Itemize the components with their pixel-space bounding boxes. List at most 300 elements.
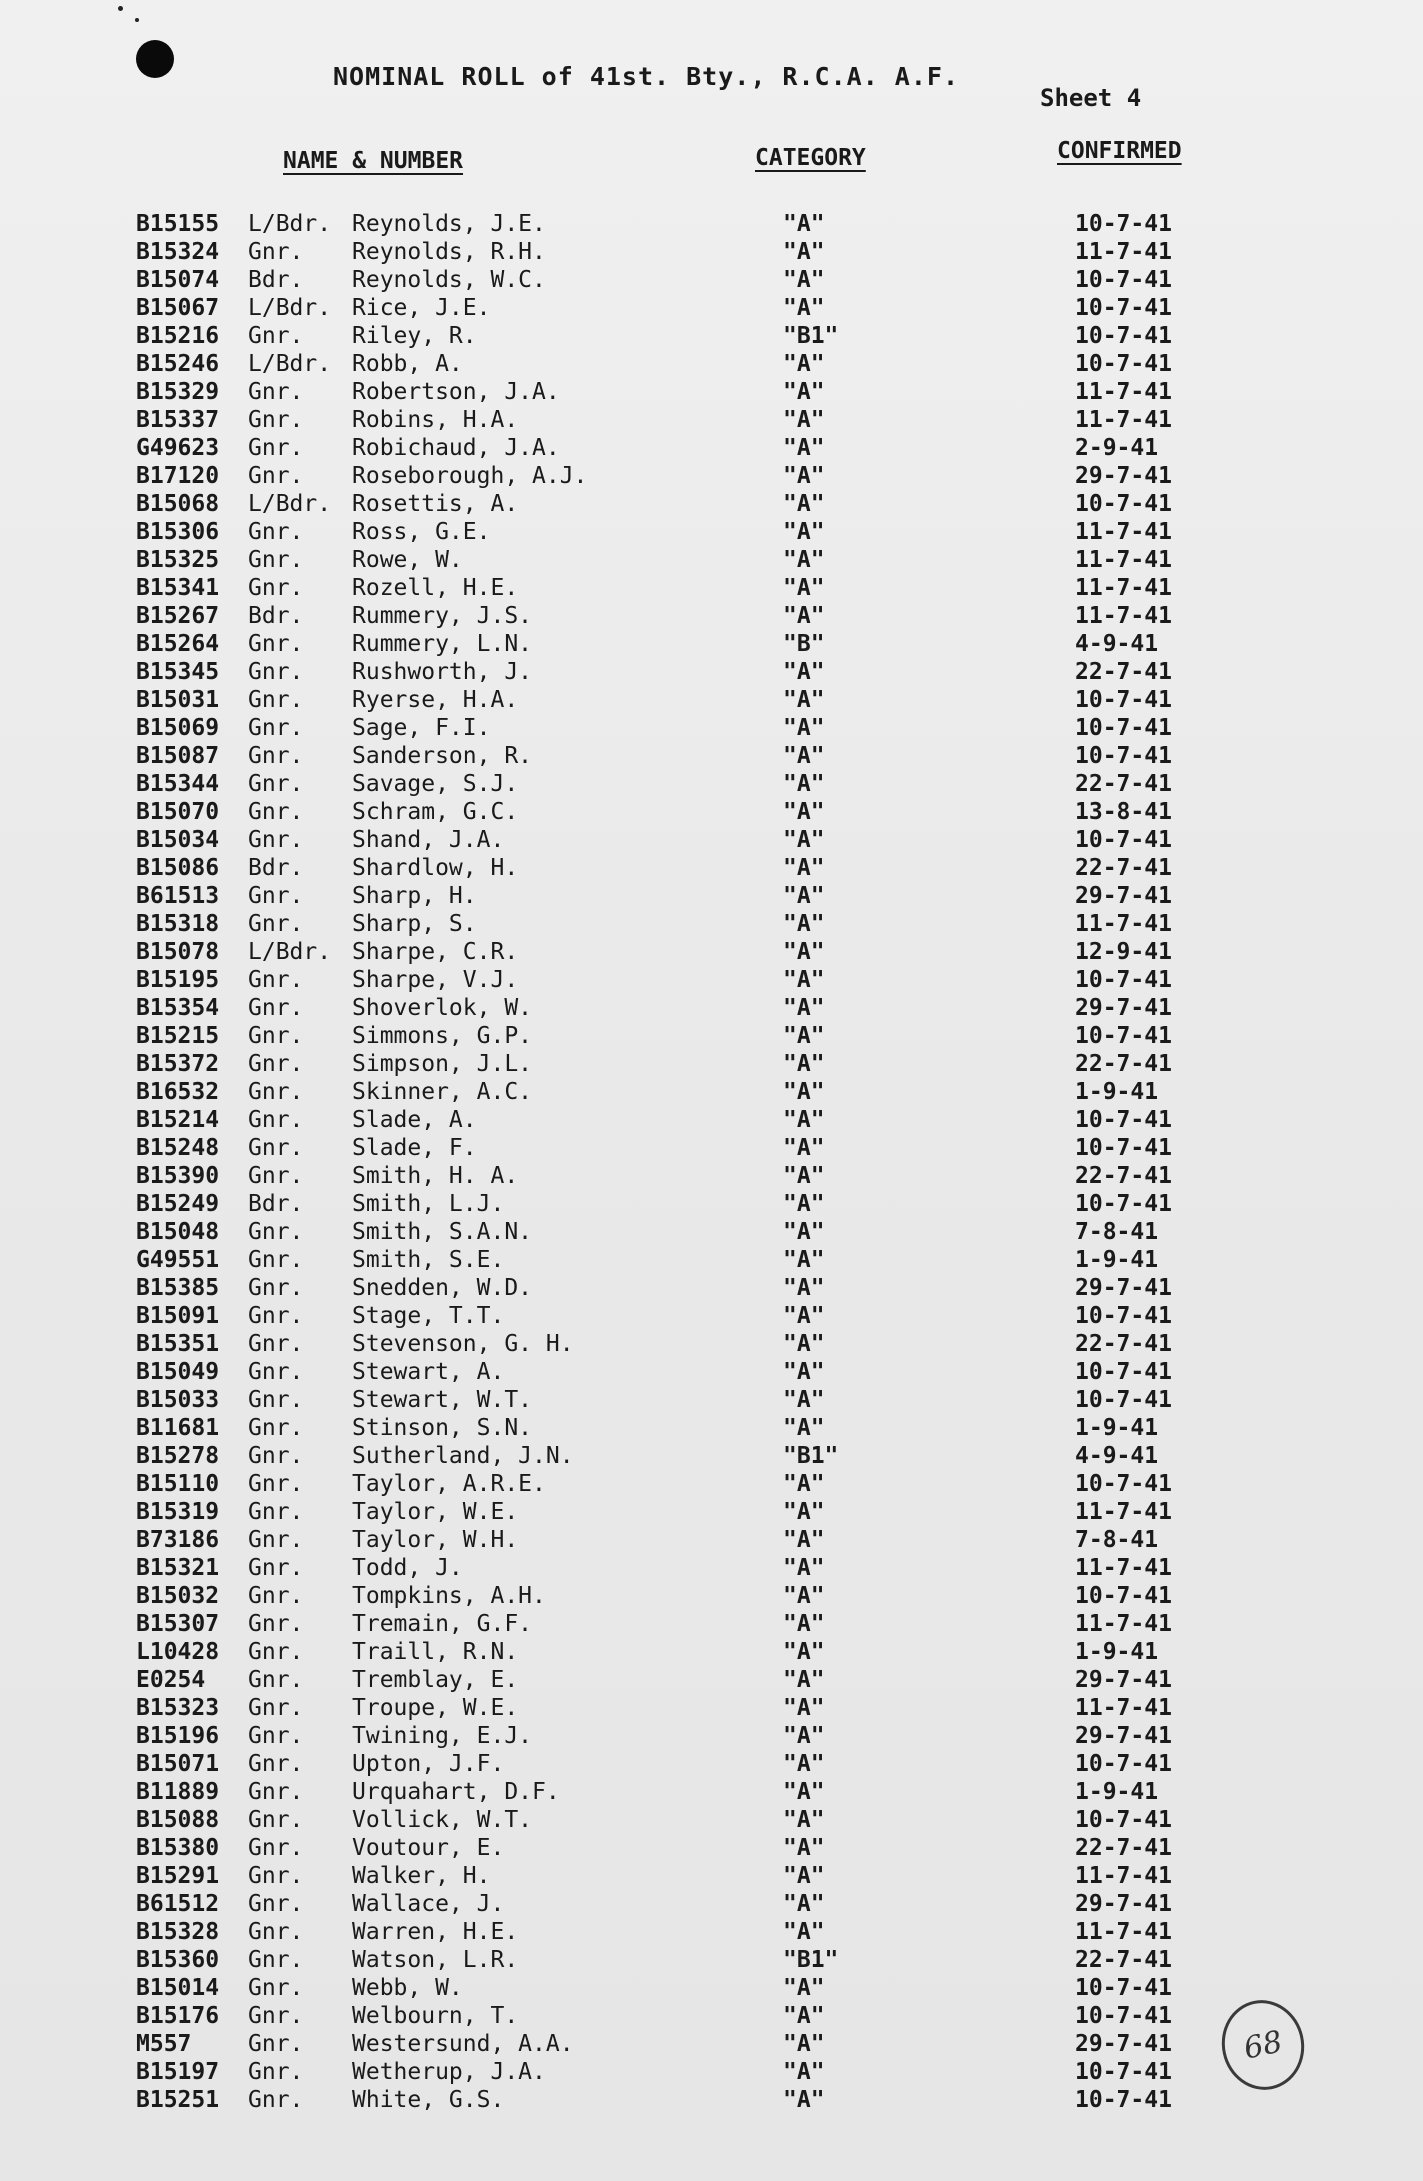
- soldier-name: Rummery, J.S.: [352, 603, 533, 629]
- category: "A": [783, 1555, 825, 1581]
- table-row: [0, 742, 1423, 770]
- service-number: L10428: [136, 1639, 220, 1665]
- confirmed-date: 22-7-41: [1075, 1947, 1172, 1973]
- confirmed-date: 11-7-41: [1075, 1611, 1172, 1637]
- table-row: [0, 658, 1423, 686]
- soldier-name: Upton, J.F.: [352, 1751, 505, 1777]
- service-number: B11681: [136, 1415, 220, 1441]
- rank: Gnr.: [248, 1611, 304, 1637]
- category: "A": [783, 1163, 825, 1189]
- category: "A": [783, 2087, 825, 2113]
- soldier-name: Traill, R.N.: [352, 1639, 519, 1665]
- rank: Gnr.: [248, 743, 304, 769]
- confirmed-date: 29-7-41: [1075, 1891, 1172, 1917]
- service-number: B15074: [136, 267, 220, 293]
- soldier-name: Simmons, G.P.: [352, 1023, 533, 1049]
- category: "A": [783, 351, 825, 377]
- rank: L/Bdr.: [248, 295, 332, 321]
- confirmed-date: 22-7-41: [1075, 1051, 1172, 1077]
- table-row: [0, 434, 1423, 462]
- soldier-name: Welbourn, T.: [352, 2003, 519, 2029]
- table-row: [0, 1302, 1423, 1330]
- soldier-name: Shardlow, H.: [352, 855, 519, 881]
- confirmed-date: 29-7-41: [1075, 1275, 1172, 1301]
- soldier-name: Rowe, W.: [352, 547, 463, 573]
- confirmed-date: 1-9-41: [1075, 1415, 1159, 1441]
- document-title: NOMINAL ROLL of 41st. Bty., R.C.A. A.F.: [333, 62, 959, 91]
- category: "A": [783, 407, 825, 433]
- soldier-name: Simpson, J.L.: [352, 1051, 533, 1077]
- confirmed-date: 10-7-41: [1075, 687, 1172, 713]
- category: "A": [783, 1387, 825, 1413]
- soldier-name: Slade, F.: [352, 1135, 477, 1161]
- service-number: B15306: [136, 519, 220, 545]
- category: "A": [783, 1919, 825, 1945]
- table-row: [0, 546, 1423, 574]
- soldier-name: Snedden, W.D.: [352, 1275, 533, 1301]
- table-row: [0, 1442, 1423, 1470]
- category: "A": [783, 995, 825, 1021]
- table-row: [0, 1022, 1423, 1050]
- soldier-name: Stage, T.T.: [352, 1303, 505, 1329]
- service-number: B61512: [136, 1891, 220, 1917]
- soldier-name: Todd, J.: [352, 1555, 463, 1581]
- service-number: B15319: [136, 1499, 220, 1525]
- soldier-name: Sanderson, R.: [352, 743, 533, 769]
- rank: Gnr.: [248, 1555, 304, 1581]
- service-number: B15324: [136, 239, 220, 265]
- confirmed-date: 10-7-41: [1075, 2059, 1172, 2085]
- rank: Gnr.: [248, 1135, 304, 1161]
- category: "A": [783, 1275, 825, 1301]
- rank: L/Bdr.: [248, 211, 332, 237]
- table-row: [0, 1554, 1423, 1582]
- confirmed-date: 1-9-41: [1075, 1779, 1159, 1805]
- category: "A": [783, 1023, 825, 1049]
- confirmed-date: 10-7-41: [1075, 1191, 1172, 1217]
- service-number: B61513: [136, 883, 220, 909]
- rank: Gnr.: [248, 827, 304, 853]
- table-row: [0, 1862, 1423, 1890]
- service-number: B15031: [136, 687, 220, 713]
- soldier-name: Sharpe, V.J.: [352, 967, 519, 993]
- soldier-name: Stewart, A.: [352, 1359, 505, 1385]
- confirmed-date: 11-7-41: [1075, 1499, 1172, 1525]
- soldier-name: Taylor, W.H.: [352, 1527, 519, 1553]
- confirmed-date: 10-7-41: [1075, 1387, 1172, 1413]
- soldier-name: Urquahart, D.F.: [352, 1779, 560, 1805]
- service-number: B15196: [136, 1723, 220, 1749]
- service-number: B15087: [136, 743, 220, 769]
- confirmed-date: 1-9-41: [1075, 1247, 1159, 1273]
- soldier-name: Shoverlok, W.: [352, 995, 533, 1021]
- confirmed-date: 10-7-41: [1075, 211, 1172, 237]
- category: "A": [783, 883, 825, 909]
- service-number: B73186: [136, 1527, 220, 1553]
- rank: Gnr.: [248, 1331, 304, 1357]
- confirmed-date: 10-7-41: [1075, 1303, 1172, 1329]
- table-row: [0, 378, 1423, 406]
- rank: Gnr.: [248, 1387, 304, 1413]
- soldier-name: Rummery, L.N.: [352, 631, 533, 657]
- rank: Gnr.: [248, 799, 304, 825]
- category: "A": [783, 2003, 825, 2029]
- service-number: B15069: [136, 715, 220, 741]
- service-number: B15248: [136, 1135, 220, 1161]
- category: "A": [783, 1863, 825, 1889]
- confirmed-date: 10-7-41: [1075, 1975, 1172, 2001]
- rank: Gnr.: [248, 2059, 304, 2085]
- table-row: [0, 210, 1423, 238]
- service-number: B15380: [136, 1835, 220, 1861]
- confirmed-date: 7-8-41: [1075, 1219, 1159, 1245]
- service-number: B15195: [136, 967, 220, 993]
- rank: Bdr.: [248, 603, 304, 629]
- category: "B": [783, 631, 825, 657]
- category: "A": [783, 491, 825, 517]
- table-row: [0, 1890, 1423, 1918]
- table-row: [0, 350, 1423, 378]
- service-number: B15325: [136, 547, 220, 573]
- category: "A": [783, 771, 825, 797]
- table-row: [0, 462, 1423, 490]
- service-number: B15088: [136, 1807, 220, 1833]
- category: "A": [783, 855, 825, 881]
- category: "A": [783, 603, 825, 629]
- table-row: [0, 1750, 1423, 1778]
- rank: Gnr.: [248, 1891, 304, 1917]
- roll-list: [0, 210, 1423, 2113]
- soldier-name: White, G.S.: [352, 2087, 505, 2113]
- confirmed-date: 11-7-41: [1075, 519, 1172, 545]
- rank: Gnr.: [248, 547, 304, 573]
- soldier-name: Tompkins, A.H.: [352, 1583, 546, 1609]
- service-number: B15091: [136, 1303, 220, 1329]
- category: "A": [783, 743, 825, 769]
- category: "A": [783, 1499, 825, 1525]
- soldier-name: Voutour, E.: [352, 1835, 505, 1861]
- category: "A": [783, 1723, 825, 1749]
- soldier-name: Sharp, S.: [352, 911, 477, 937]
- soldier-name: Tremain, G.F.: [352, 1611, 533, 1637]
- table-row: [0, 1386, 1423, 1414]
- service-number: B15071: [136, 1751, 220, 1777]
- service-number: B15291: [136, 1863, 220, 1889]
- confirmed-date: 10-7-41: [1075, 1471, 1172, 1497]
- service-number: B15341: [136, 575, 220, 601]
- table-row: [0, 630, 1423, 658]
- category: "A": [783, 715, 825, 741]
- category: "A": [783, 799, 825, 825]
- ink-speck: [135, 18, 139, 22]
- category: "A": [783, 239, 825, 265]
- rank: Gnr.: [248, 1359, 304, 1385]
- service-number: B15197: [136, 2059, 220, 2085]
- service-number: B11889: [136, 1779, 220, 1805]
- table-row: [0, 322, 1423, 350]
- rank: Gnr.: [248, 2003, 304, 2029]
- category: "A": [783, 211, 825, 237]
- rank: Gnr.: [248, 1499, 304, 1525]
- table-row: [0, 238, 1423, 266]
- rank: Gnr.: [248, 1723, 304, 1749]
- rank: Gnr.: [248, 463, 304, 489]
- rank: L/Bdr.: [248, 939, 332, 965]
- rank: Gnr.: [248, 1947, 304, 1973]
- table-row: [0, 490, 1423, 518]
- rank: Gnr.: [248, 771, 304, 797]
- confirmed-date: 11-7-41: [1075, 379, 1172, 405]
- rank: Gnr.: [248, 2087, 304, 2113]
- service-number: B15251: [136, 2087, 220, 2113]
- service-number: B15070: [136, 799, 220, 825]
- soldier-name: Westersund, A.A.: [352, 2031, 574, 2057]
- service-number: B15155: [136, 211, 220, 237]
- table-row: [0, 798, 1423, 826]
- confirmed-date: 10-7-41: [1075, 1583, 1172, 1609]
- confirmed-date: 11-7-41: [1075, 1555, 1172, 1581]
- confirmed-date: 22-7-41: [1075, 1331, 1172, 1357]
- category: "A": [783, 1303, 825, 1329]
- service-number: E0254: [136, 1667, 206, 1693]
- table-row: [0, 1610, 1423, 1638]
- table-row: [0, 1722, 1423, 1750]
- table-row: [0, 2086, 1423, 2114]
- category: "A": [783, 1527, 825, 1553]
- soldier-name: Sutherland, J.N.: [352, 1443, 574, 1469]
- soldier-name: Reynolds, R.H.: [352, 239, 546, 265]
- service-number: B15321: [136, 1555, 220, 1581]
- category: "B1": [783, 323, 839, 349]
- category: "A": [783, 1639, 825, 1665]
- confirmed-date: 11-7-41: [1075, 575, 1172, 601]
- service-number: B15110: [136, 1471, 220, 1497]
- service-number: B15034: [136, 827, 220, 853]
- confirmed-date: 10-7-41: [1075, 267, 1172, 293]
- soldier-name: Ryerse, H.A.: [352, 687, 519, 713]
- confirmed-date: 29-7-41: [1075, 1723, 1172, 1749]
- confirmed-date: 11-7-41: [1075, 1863, 1172, 1889]
- confirmed-date: 29-7-41: [1075, 1667, 1172, 1693]
- table-row: [0, 966, 1423, 994]
- soldier-name: Roseborough, A.J.: [352, 463, 588, 489]
- table-row: [0, 882, 1423, 910]
- table-row: [0, 1414, 1423, 1442]
- table-row: [0, 770, 1423, 798]
- confirmed-date: 11-7-41: [1075, 547, 1172, 573]
- service-number: B15385: [136, 1275, 220, 1301]
- confirmed-date: 22-7-41: [1075, 855, 1172, 881]
- category: "B1": [783, 1947, 839, 1973]
- service-number: B15354: [136, 995, 220, 1021]
- table-row: [0, 1330, 1423, 1358]
- rank: Bdr.: [248, 1191, 304, 1217]
- soldier-name: Robb, A.: [352, 351, 463, 377]
- rank: Gnr.: [248, 239, 304, 265]
- table-row: [0, 1666, 1423, 1694]
- service-number: B17120: [136, 463, 220, 489]
- category: "A": [783, 1079, 825, 1105]
- table-row: [0, 518, 1423, 546]
- category: "A": [783, 1191, 825, 1217]
- confirmed-date: 10-7-41: [1075, 351, 1172, 377]
- service-number: B15176: [136, 2003, 220, 2029]
- rank: Gnr.: [248, 323, 304, 349]
- category: "A": [783, 1807, 825, 1833]
- category: "A": [783, 1611, 825, 1637]
- service-number: B15267: [136, 603, 220, 629]
- rank: L/Bdr.: [248, 491, 332, 517]
- category: "A": [783, 2031, 825, 2057]
- service-number: B15249: [136, 1191, 220, 1217]
- confirmed-date: 1-9-41: [1075, 1079, 1159, 1105]
- table-row: [0, 1470, 1423, 1498]
- confirmed-date: 10-7-41: [1075, 743, 1172, 769]
- soldier-name: Taylor, W.E.: [352, 1499, 519, 1525]
- rank: Gnr.: [248, 575, 304, 601]
- category: "A": [783, 1415, 825, 1441]
- service-number: B15360: [136, 1947, 220, 1973]
- table-row: [0, 1526, 1423, 1554]
- table-row: [0, 826, 1423, 854]
- rank: Gnr.: [248, 1275, 304, 1301]
- rank: Gnr.: [248, 1163, 304, 1189]
- confirmed-date: 10-7-41: [1075, 491, 1172, 517]
- service-number: B16532: [136, 1079, 220, 1105]
- rank: Gnr.: [248, 967, 304, 993]
- table-row: [0, 1918, 1423, 1946]
- soldier-name: Taylor, A.R.E.: [352, 1471, 546, 1497]
- confirmed-date: 29-7-41: [1075, 995, 1172, 1021]
- category: "A": [783, 827, 825, 853]
- soldier-name: Rosettis, A.: [352, 491, 519, 517]
- rank: Gnr.: [248, 631, 304, 657]
- confirmed-date: 10-7-41: [1075, 2003, 1172, 2029]
- table-row: [0, 854, 1423, 882]
- rank: Gnr.: [248, 1219, 304, 1245]
- table-row: [0, 1946, 1423, 1974]
- soldier-name: Robins, H.A.: [352, 407, 519, 433]
- soldier-name: Vollick, W.T.: [352, 1807, 533, 1833]
- table-row: [0, 1162, 1423, 1190]
- soldier-name: Smith, H. A.: [352, 1163, 519, 1189]
- rank: Gnr.: [248, 1835, 304, 1861]
- service-number: B15048: [136, 1219, 220, 1245]
- category: "A": [783, 1667, 825, 1693]
- category: "A": [783, 687, 825, 713]
- rank: Gnr.: [248, 1863, 304, 1889]
- confirmed-date: 11-7-41: [1075, 603, 1172, 629]
- table-row: [0, 1218, 1423, 1246]
- rank: Bdr.: [248, 267, 304, 293]
- category: "A": [783, 1751, 825, 1777]
- category: "A": [783, 1359, 825, 1385]
- category: "A": [783, 967, 825, 993]
- category: "A": [783, 295, 825, 321]
- column-header-name-number: NAME & NUMBER: [283, 148, 464, 174]
- soldier-name: Sharpe, C.R.: [352, 939, 519, 965]
- service-number: B15390: [136, 1163, 220, 1189]
- category: "A": [783, 1835, 825, 1861]
- table-row: [0, 1834, 1423, 1862]
- table-row: [0, 1358, 1423, 1386]
- rank: Gnr.: [248, 1443, 304, 1469]
- confirmed-date: 22-7-41: [1075, 771, 1172, 797]
- rank: Gnr.: [248, 1975, 304, 2001]
- service-number: B15215: [136, 1023, 220, 1049]
- rank: Gnr.: [248, 1751, 304, 1777]
- service-number: B15337: [136, 407, 220, 433]
- confirmed-date: 22-7-41: [1075, 1163, 1172, 1189]
- category: "A": [783, 1583, 825, 1609]
- rank: Gnr.: [248, 1779, 304, 1805]
- category: "A": [783, 267, 825, 293]
- service-number: B15345: [136, 659, 220, 685]
- confirmed-date: 10-7-41: [1075, 967, 1172, 993]
- soldier-name: Reynolds, W.C.: [352, 267, 546, 293]
- soldier-name: Rice, J.E.: [352, 295, 491, 321]
- rank: Gnr.: [248, 1527, 304, 1553]
- soldier-name: Stinson, S.N.: [352, 1415, 533, 1441]
- category: "A": [783, 1695, 825, 1721]
- soldier-name: Smith, S.A.N.: [352, 1219, 533, 1245]
- rank: Gnr.: [248, 1583, 304, 1609]
- confirmed-date: 10-7-41: [1075, 1359, 1172, 1385]
- category: "A": [783, 1219, 825, 1245]
- rank: Gnr.: [248, 1919, 304, 1945]
- rank: Gnr.: [248, 1107, 304, 1133]
- confirmed-date: 11-7-41: [1075, 1695, 1172, 1721]
- soldier-name: Smith, S.E.: [352, 1247, 505, 1273]
- soldier-name: Rushworth, J.: [352, 659, 533, 685]
- table-row: [0, 1190, 1423, 1218]
- category: "A": [783, 939, 825, 965]
- soldier-name: Ross, G.E.: [352, 519, 491, 545]
- soldier-name: Stewart, W.T.: [352, 1387, 533, 1413]
- service-number: B15328: [136, 1919, 220, 1945]
- table-row: [0, 910, 1423, 938]
- rank: Gnr.: [248, 435, 304, 461]
- confirmed-date: 10-7-41: [1075, 1107, 1172, 1133]
- rank: Gnr.: [248, 883, 304, 909]
- category: "A": [783, 1779, 825, 1805]
- table-row: [0, 1582, 1423, 1610]
- confirmed-date: 29-7-41: [1075, 463, 1172, 489]
- service-number: B15246: [136, 351, 220, 377]
- rank: Bdr.: [248, 855, 304, 881]
- confirmed-date: 11-7-41: [1075, 911, 1172, 937]
- handwritten-circled-number: 68: [1214, 1992, 1313, 2097]
- table-row: [0, 1778, 1423, 1806]
- service-number: B15032: [136, 1583, 220, 1609]
- ink-speck: [118, 6, 123, 11]
- rank: Gnr.: [248, 1695, 304, 1721]
- column-header-confirmed: CONFIRMED: [1057, 138, 1182, 164]
- confirmed-date: 10-7-41: [1075, 2087, 1172, 2113]
- soldier-name: Webb, W.: [352, 1975, 463, 2001]
- confirmed-date: 10-7-41: [1075, 715, 1172, 741]
- category: "A": [783, 1107, 825, 1133]
- confirmed-date: 12-9-41: [1075, 939, 1172, 965]
- confirmed-date: 22-7-41: [1075, 659, 1172, 685]
- service-number: B15278: [136, 1443, 220, 1469]
- category: "A": [783, 379, 825, 405]
- category: "A": [783, 1247, 825, 1273]
- service-number: B15329: [136, 379, 220, 405]
- rank: Gnr.: [248, 1051, 304, 1077]
- service-number: B15078: [136, 939, 220, 965]
- service-number: B15372: [136, 1051, 220, 1077]
